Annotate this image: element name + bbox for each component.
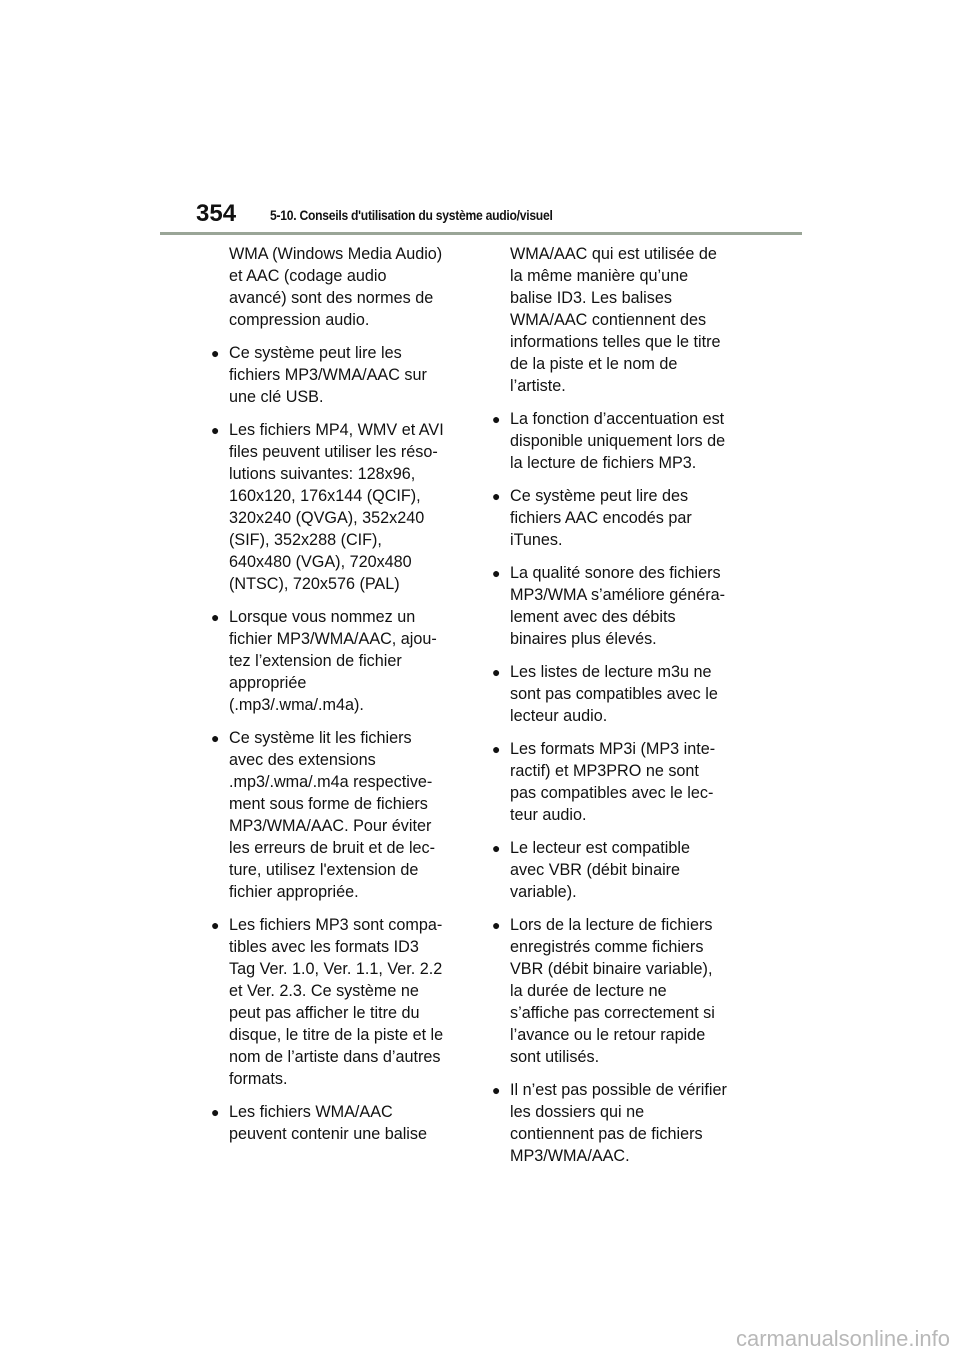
bullet-item: [492, 562, 732, 650]
bullet-text: Lorsque vous nommez un fichier MP3/WMA/AAC, ajou- tez l’extension de fichier appropriée (.mp3/.wma/.m4a).: [229, 608, 437, 714]
bullet-item: [492, 914, 732, 1068]
bullet-icon: ●: [492, 565, 501, 581]
bullet-icon: ●: [211, 917, 220, 933]
bullet-item: [211, 419, 451, 595]
bullet-icon: ●: [211, 422, 220, 438]
bullet-item: [492, 738, 732, 826]
bullet-text: Les fichiers WMA/AAC peuvent contenir une balise: [229, 1103, 427, 1143]
bullet-icon: ●: [492, 741, 501, 757]
bullet-item: [492, 485, 732, 551]
bullet-text: Ce système lit les fichiers avec des extensions .mp3/.wma/.m4a respective- ment sous forme de fichiers MP3/WMA/AAC. Pour éviter les erreurs de bruit et de lec- ture, utilisez l'extension de fichier appropriée.: [229, 729, 436, 901]
bullet-icon: ●: [492, 1082, 501, 1098]
bullet-text: Les fichiers MP3 sont compa- tibles avec les formats ID3 Tag Ver. 1.0, Ver. 1.1, Ver. 2.2 et Ver. 2.3. Ce système ne peut pas afficher le titre du disque, le titre de la piste et le nom de l’artiste dans d’autres formats.: [229, 916, 444, 1088]
bullet-item: [492, 661, 732, 727]
bullet-text: Les fichiers MP4, WMV et AVI files peuvent utiliser les réso- lutions suivantes: 128x96, 160x120, 176x144 (QCIF), 320x240 (QVGA), 352x240 (SIF), 352x288 (CIF), 640x480 (VGA), 720x480 (NTSC), 720x576 (PAL): [229, 421, 444, 593]
bullet-item: [492, 837, 732, 903]
paragraph-continuation: WMA (Windows Media Audio) et AAC (codage audio avancé) sont des normes de compression audio.: [229, 245, 443, 329]
bullet-icon: ●: [492, 664, 501, 680]
bullet-icon: ●: [211, 1104, 220, 1120]
bullet-icon: ●: [492, 840, 501, 856]
bullet-text: Il n’est pas possible de vérifier les dossiers qui ne contiennent pas de fichiers MP3/WMA/AAC.: [510, 1081, 727, 1165]
right-column: [492, 243, 732, 1178]
bullet-text: Lors de la lecture de fichiers enregistrés comme fichiers VBR (débit binaire variable), la durée de lecture ne s’affiche pas correctement si l’avance ou le retour rapide sont utilisés.: [510, 916, 715, 1066]
bullet-item: [492, 408, 732, 474]
bullet-icon: ●: [492, 488, 501, 504]
watermark: carmanualsonline.info: [735, 1326, 950, 1351]
bullet-icon: ●: [211, 609, 220, 625]
bullet-item: [211, 914, 451, 1090]
bullet-icon: ●: [492, 917, 501, 933]
bullet-text: Les formats MP3i (MP3 inte- ractif) et MP3PRO ne sont pas compatibles avec le lec- teur audio.: [510, 740, 716, 824]
bullet-item: [492, 1079, 732, 1167]
bullet-item: [211, 1101, 451, 1145]
paragraph-continuation: WMA/AAC qui est utilisée de la même manière qu’une balise ID3. Les balises WMA/AAC contiennent des informations telles que le titre de la piste et le nom de l’artiste.: [510, 245, 721, 395]
bullet-icon: ●: [211, 730, 220, 746]
bullet-text: Les listes de lecture m3u ne sont pas compatibles avec le lecteur audio.: [510, 663, 718, 725]
bullet-text: La fonction d’accentuation est disponible uniquement lors de la lecture de fichiers MP3.: [510, 410, 726, 472]
bullet-text: La qualité sonore des fichiers MP3/WMA s’améliore généra- lement avec des débits binaires plus élevés.: [510, 564, 726, 648]
bullet-text: Ce système peut lire des fichiers AAC encodés par iTunes.: [510, 487, 692, 549]
page-header: [196, 200, 802, 236]
header-rule: [160, 232, 802, 235]
left-column: [211, 243, 451, 1156]
bullet-item: [211, 727, 451, 903]
bullet-icon: ●: [211, 345, 220, 361]
page-number: 354: [196, 200, 237, 227]
bullet-text: Ce système peut lire les fichiers MP3/WMA/AAC sur une clé USB.: [229, 344, 427, 406]
bullet-item: [211, 606, 451, 716]
bullet-item: [211, 342, 451, 408]
section-title: 5-10. Conseils d'utilisation du système audio/visuel: [270, 208, 553, 223]
bullet-text: Le lecteur est compatible avec VBR (débit binaire variable).: [510, 839, 690, 901]
bullet-icon: ●: [492, 411, 501, 427]
